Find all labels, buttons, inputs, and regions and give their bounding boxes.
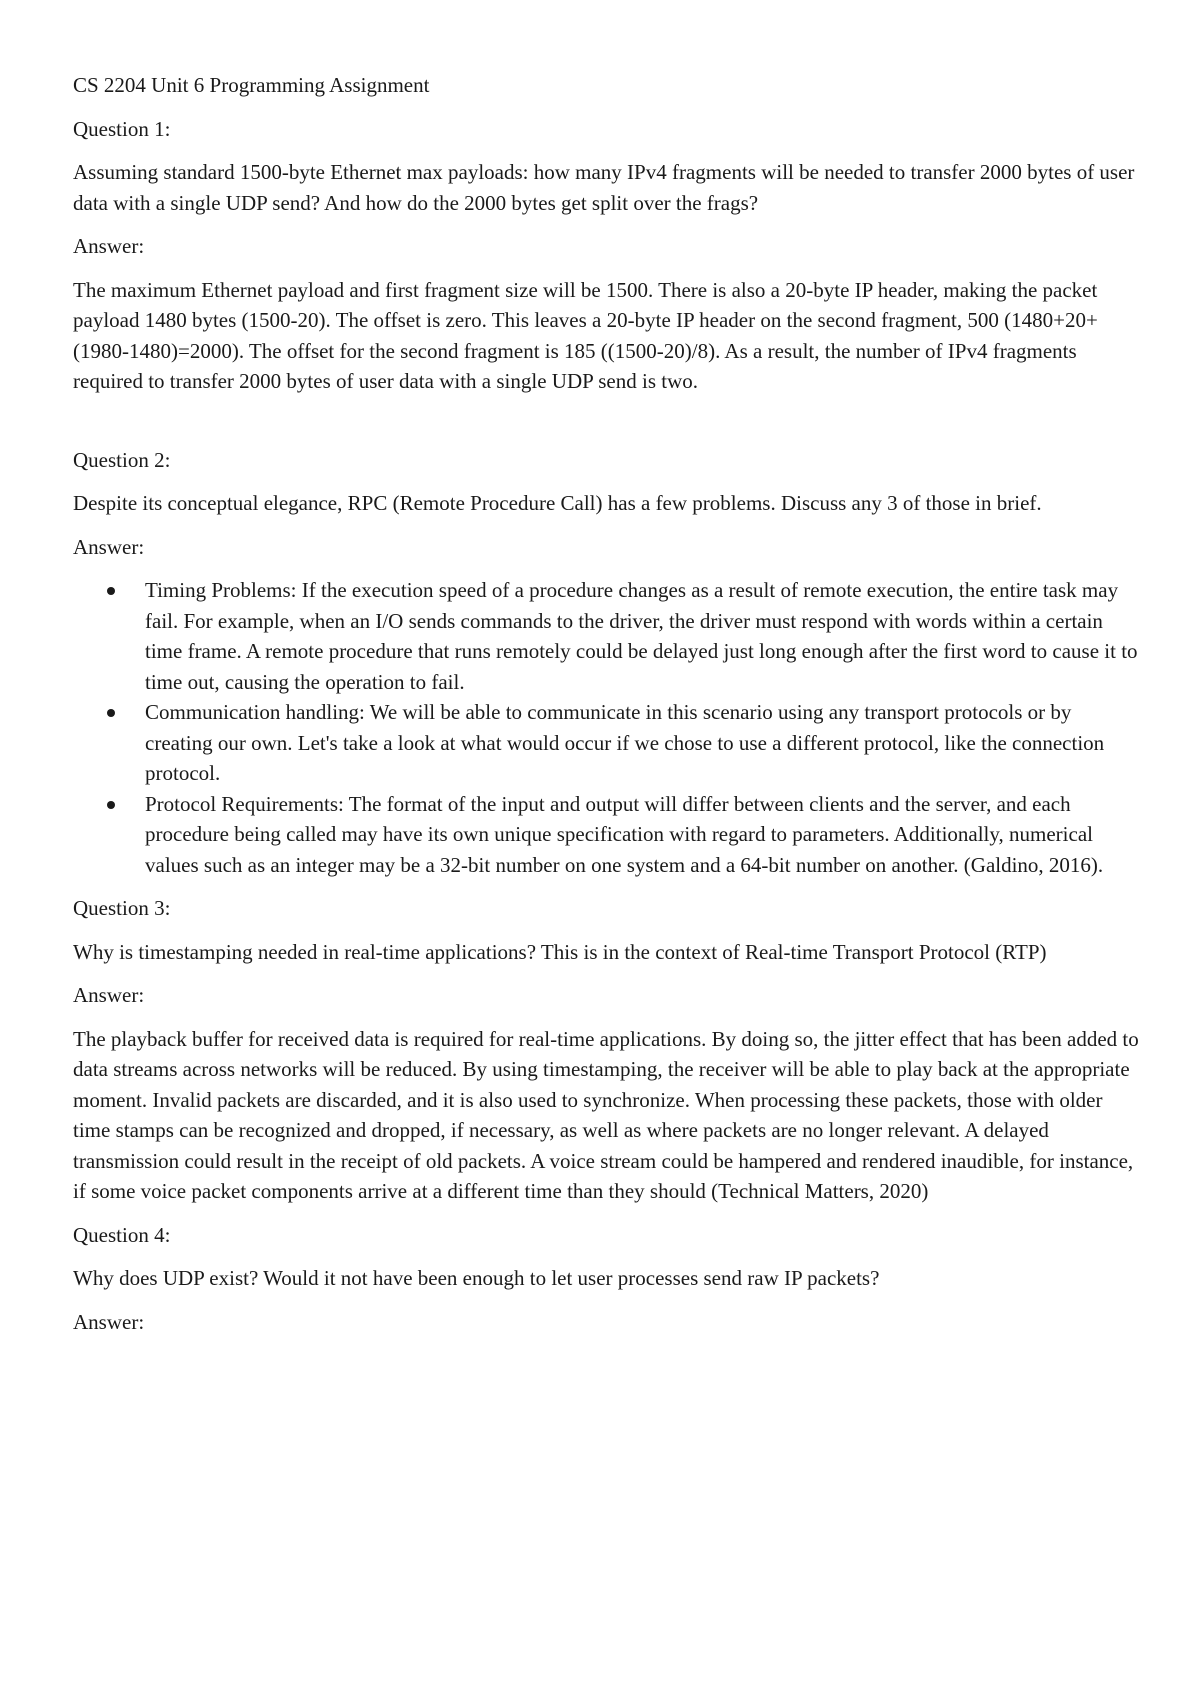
list-item xyxy=(145,575,1143,697)
question-2-answer-list xyxy=(73,575,1143,880)
list-item-text: Timing Problems: If the execution speed of a procedure changes as a result of remote execution, the entire task may fail. For example, when an I/O sends commands to the driver, the driver must respond with words within a certain time frame. A remote procedure that runs remotely could be delayed just long enough after the first word to cause it to time out, causing the operation to fail. xyxy=(145,578,1138,694)
list-item xyxy=(145,697,1143,789)
bullet-icon xyxy=(107,801,115,809)
question-2-answer-label: Answer: xyxy=(73,534,145,559)
question-3-heading: Question 3: xyxy=(73,896,171,920)
question-4-prompt: Why does UDP exist? Would it not have been enough to let user processes send raw IP packets? xyxy=(73,1266,880,1290)
bullet-icon xyxy=(107,709,115,717)
question-1-prompt: Assuming standard 1500-byte Ethernet max payloads: how many IPv4 fragments will be needed to transfer 2000 bytes of user data with a single UDP send? And how do the 2000 bytes get split over the frags? xyxy=(73,160,1135,215)
question-3-prompt: Why is timestamping needed in real-time applications? This is in the context of Real-time Transport Protocol (RTP) xyxy=(73,939,1047,964)
list-item-text: Communication handling: We will be able to communicate in this scenario using any transport protocols or by creating our own. Let's take a look at what would occur if we chose to use a different protocol, like the connection protocol. xyxy=(145,700,1105,785)
question-1-heading: Question 1: xyxy=(73,116,171,141)
question-2-heading: Question 2: xyxy=(73,447,171,472)
question-4-heading: Question 4: xyxy=(73,1222,171,1247)
list-item xyxy=(145,789,1143,881)
question-3-answer: The playback buffer for received data is required for real-time applications. By doing so, the jitter effect that has been added to data streams across networks will be reduced. By using timestamping, the receiver will be able to play back at the appropriate moment. Invalid packets are discarded, and it is also used to synchronize. When processing these packets, those with older time stamps can be recognized and dropped, if necessary, as well as where packets are no longer relevant. A delayed transmission could result in the receipt of old packets. A voice stream could be hampered and rendered inaudible, for instance, if some voice packet components arrive at a different time than they should (Technical Matters, 2020) xyxy=(73,1026,1139,1203)
list-item-text: Protocol Requirements: The format of the input and output will differ between clients and the server, and each procedure being called may have its own unique specification with regard to parameters. Additionally, numerical values such as an integer may be a 32-bit number on one system and a 64-bit number on another. (Galdino, 2016). xyxy=(145,791,1104,877)
document-page xyxy=(73,70,1143,1350)
question-3-answer-label: Answer: xyxy=(73,983,145,1007)
document-title: CS 2204 Unit 6 Programming Assignment xyxy=(73,73,430,97)
question-1-answer-label: Answer: xyxy=(73,234,145,258)
question-2-prompt: Despite its conceptual elegance, RPC (Remote Procedure Call) has a few problems. Discuss any 3 of those in brief. xyxy=(73,491,1042,515)
question-4-answer-label: Answer: xyxy=(73,1309,145,1334)
bullet-icon xyxy=(107,587,115,595)
question-1-answer: The maximum Ethernet payload and first fragment size will be 1500. There is also a 20-byte IP header, making the packet payload 1480 bytes (1500-20). The offset is zero. This leaves a 20-byte IP header on the second fragment, 500 (1480+20+(1980-1480)=2000). The offset for the second fragment is 185 ((1500-20)/8). As a result, the number of IPv4 fragments required to transfer 2000 bytes of user data with a single UDP send is two. xyxy=(73,277,1098,393)
